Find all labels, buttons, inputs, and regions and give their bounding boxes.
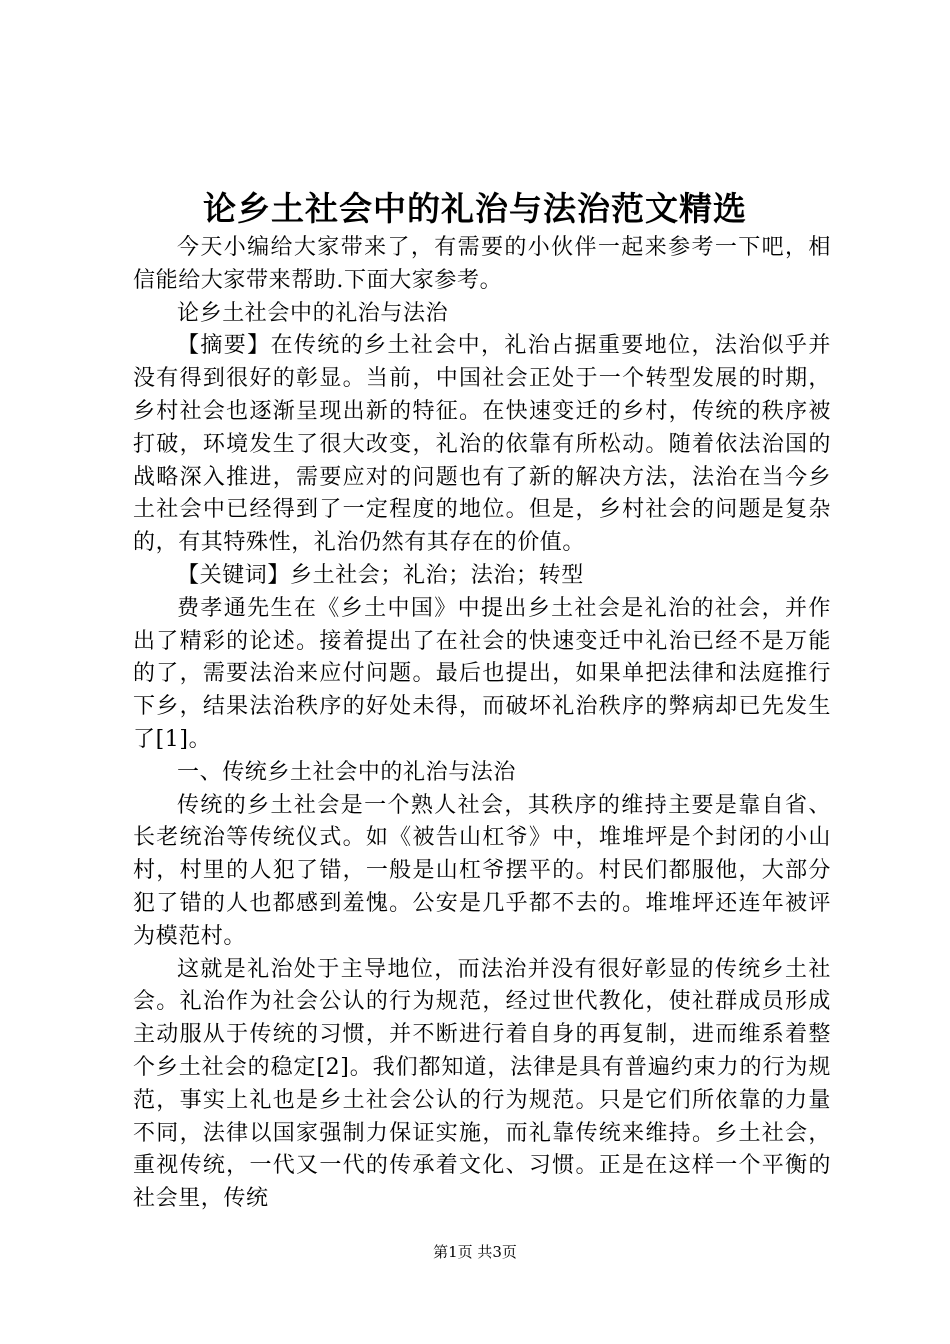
section-heading: 一、传统乡土社会中的礼治与法治 [177,759,517,785]
document-body [133,232,831,1216]
body-paragraph: 这就是礼治处于主导地位，而法治并没有很好彰显的传统乡土社会。礼治作为社会公认的行为规范，经过世代教化，使社群成员形成主动服从于传统的习惯，并不断进行着自身的再复制，进而维系着整个乡土社会的稳定[2]。我们都知道，法律是具有普遍约束力的行为规范，事实上礼也是乡土社会公认的行为规范。只是它们所依靠的力量不同，法律以国家强制力保证实施，而礼靠传统来维持。乡土社会，重视传统，一代又一代的传承着文化、习惯。正是在这样一个平衡的社会里，传统 [133,956,831,1212]
page-footer: 第1页 共3页 [433,1243,517,1261]
body-paragraph: 费孝通先生在《乡土中国》中提出乡土社会是礼治的社会，并作出了精彩的论述。接着提出了在社会的快速变迁中礼治已经不是万能的了，需要法治来应付问题。最后也提出，如果单把法律和法庭推行下乡，结果法治秩序的好处未得，而破坏礼治秩序的弊病却已先发生了[1]。 [133,595,831,752]
document-title: 论乡土社会中的礼治与法治范文精选 [203,189,747,228]
intro-paragraph: 今天小编给大家带来了，有需要的小伙伴一起来参考一下吧，相信能给大家带来帮助.下面大家参考。 [133,235,831,293]
abstract-paragraph: 【摘要】在传统的乡土社会中，礼治占据重要地位，法治似乎并没有得到很好的彰显。当前，中国社会正处于一个转型发展的时期，乡村社会也逐渐呈现出新的特征。在快速变迁的乡村，传统的秩序被打破，环境发生了很大改变，礼治的依靠有所松动。随着依法治国的战略深入推进，需要应对的问题也有了新的解决方法，法治在当今乡土社会中已经得到了一定程度的地位。但是，乡村社会的问题是复杂的，有其特殊性，礼治仍然有其存在的价值。 [133,333,831,556]
keywords-paragraph: 【关键词】乡土社会；礼治；法治；转型 [177,562,584,588]
article-title-line: 论乡土社会中的礼治与法治 [177,300,449,326]
body-paragraph: 传统的乡土社会是一个熟人社会，其秩序的维持主要是靠自省、长老统治等传统仪式。如《被告山杠爷》中，堆堆坪是个封闭的小山村，村里的人犯了错，一般是山杠爷摆平的。村民们都服他，大部分犯了错的人也都感到羞愧。公安是几乎都不去的。堆堆坪还连年被评为模范村。 [133,792,831,949]
